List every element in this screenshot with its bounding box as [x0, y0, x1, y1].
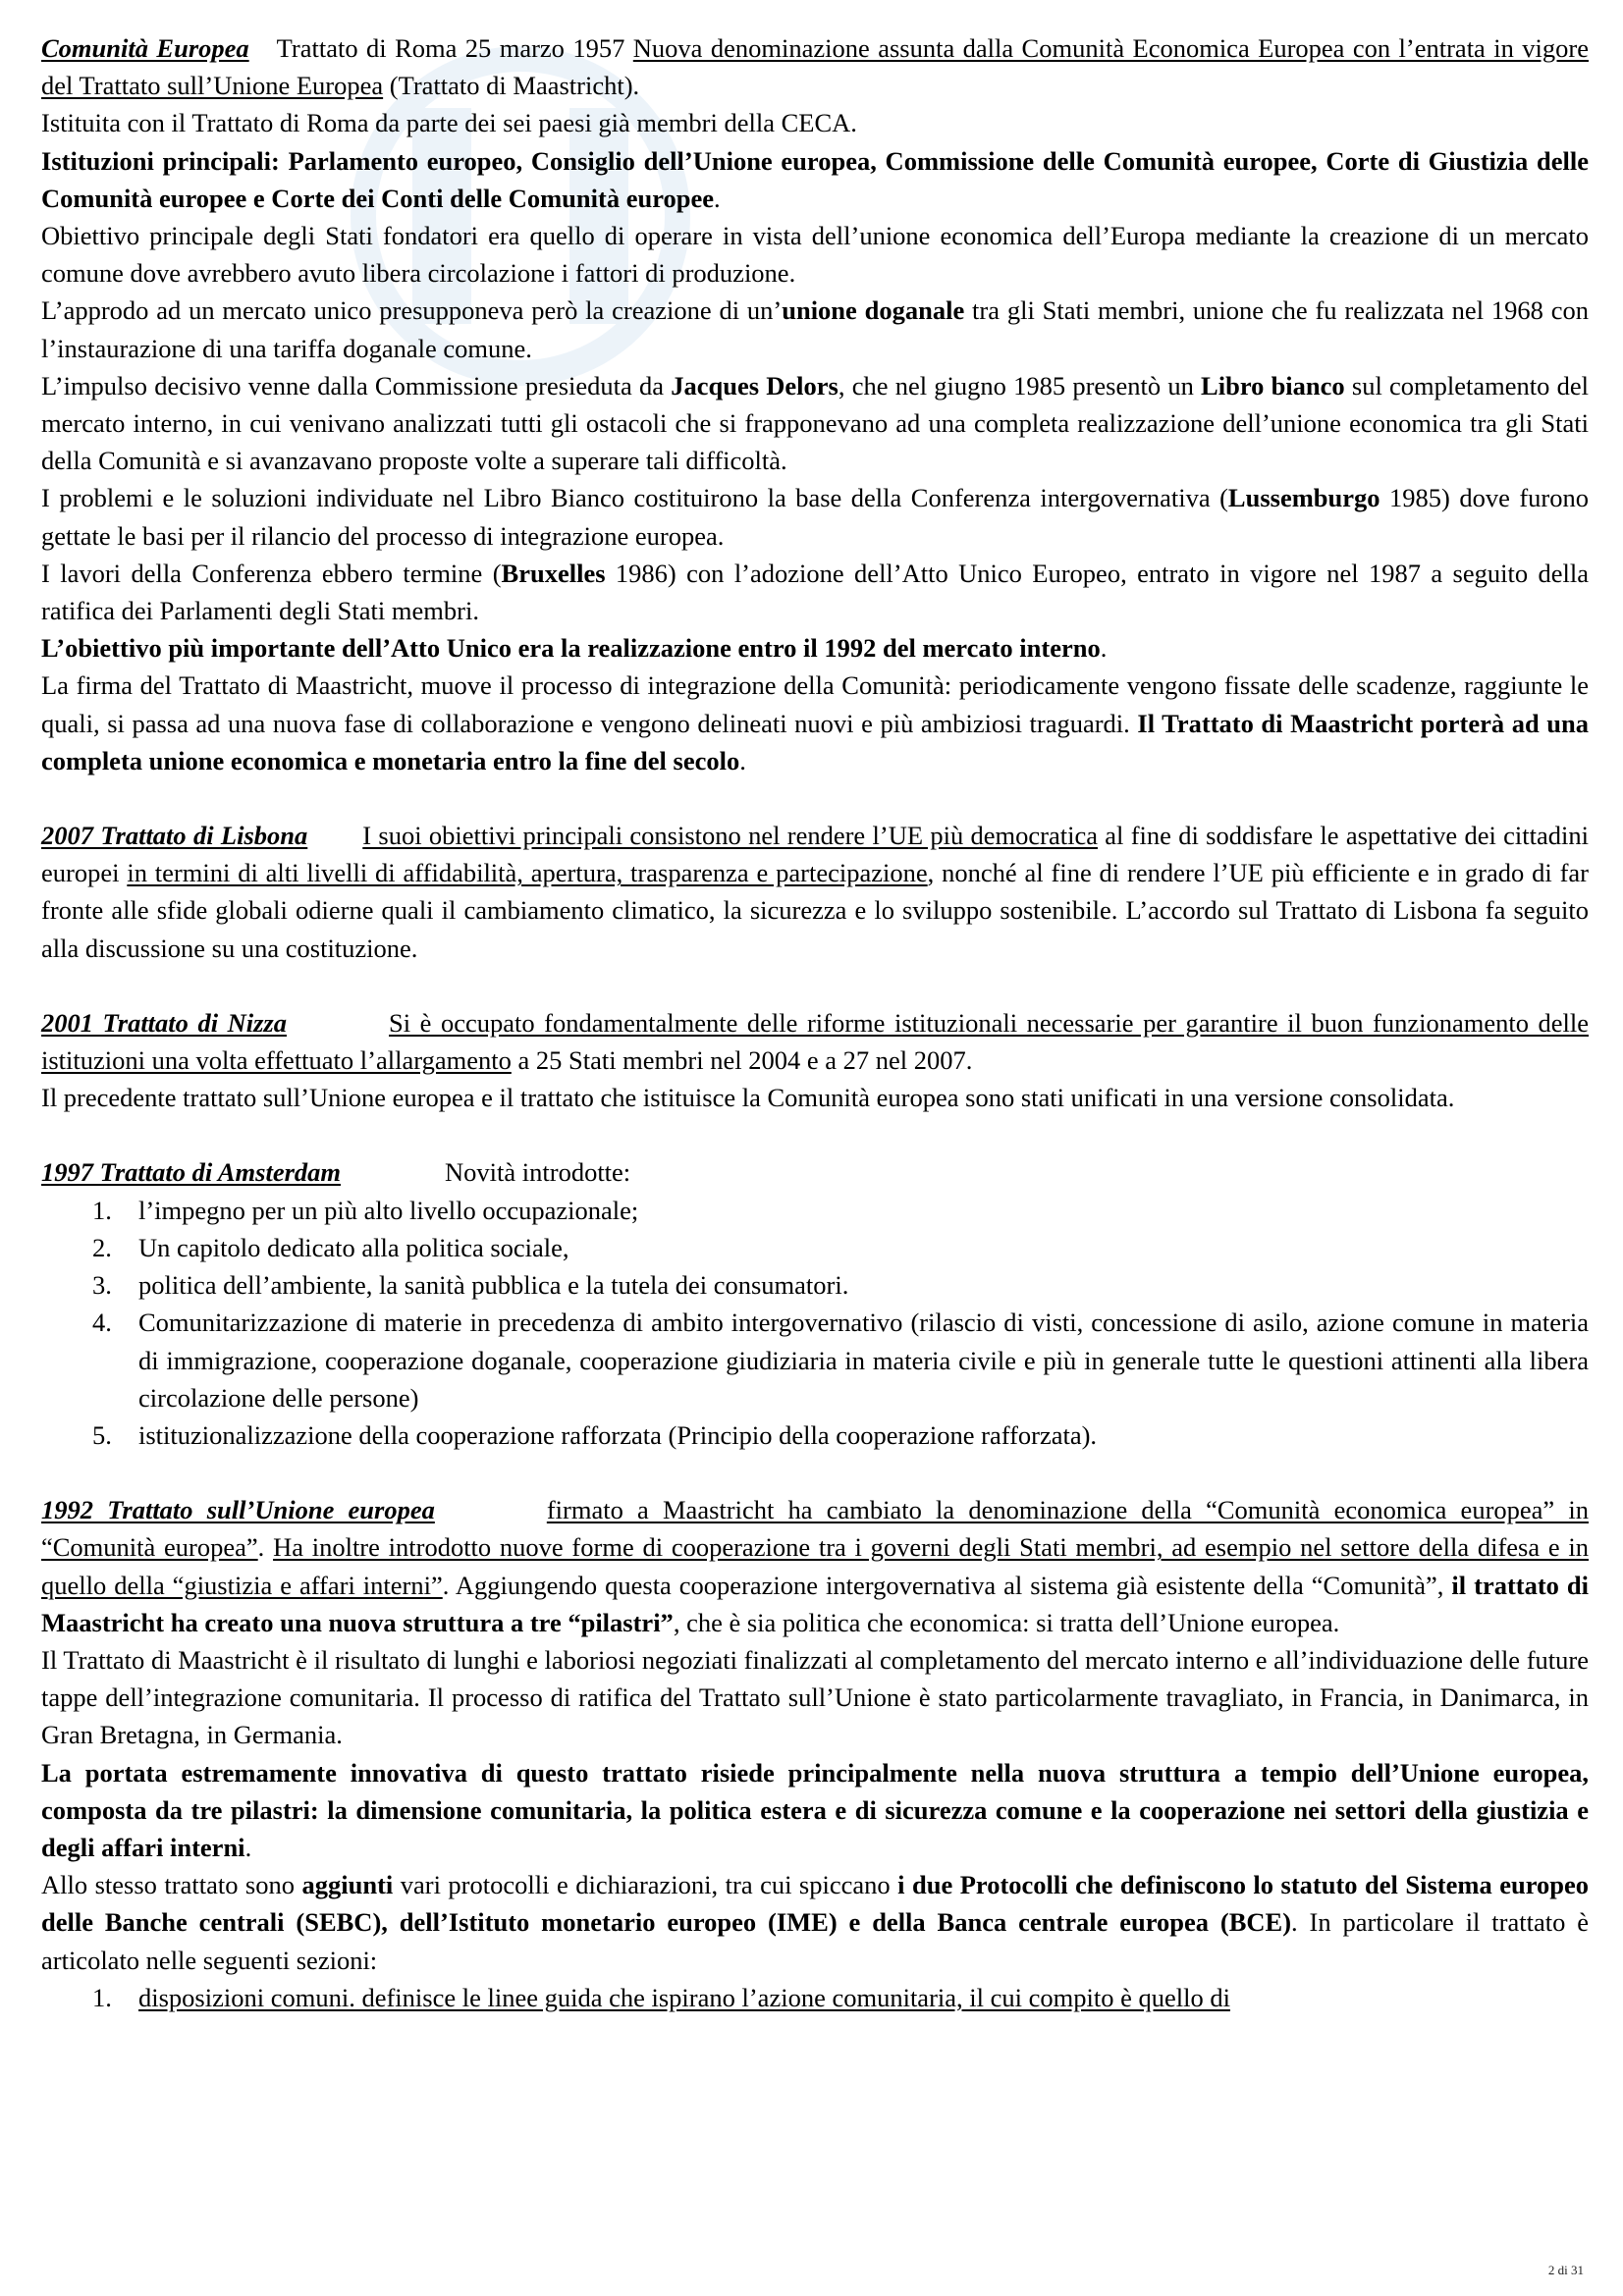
- paragraph: Obiettivo principale degli Stati fondatori era quello di operare in vista dell’unione economica dell’Europa mediante la creazione di un mercato comune dove avrebbero avuto libera circolazione i fattori di produzione.: [41, 221, 1589, 289]
- list-item: 1. l’impegno per un più alto livello occupazionale;: [92, 1195, 639, 1225]
- section-heading: 1997 Trattato di Amsterdam: [41, 1157, 342, 1188]
- paragraph: L’impulso decisivo venne dalla Commissione presieduta da Jacques Delors, che nel giugno 1985 presentò un Libro bianco sul completamento del mercato interno, in cui venivano analizzati tutti gli ostacoli che si frapponevano ad una completa realizzazione dell’unione economica tra gli Stati della Comunità e si avanzavano proposte volte a superare tali difficoltà.: [41, 370, 1589, 476]
- list-item: 4. Comunitarizzazione di materie in precedenza di ambito intergovernativo (rilascio di visti, concessione di asilo, azione comune in materia di immigrazione, cooperazione doganale, cooperazione giudiziaria in materia civile e più in generale tutte le questioni attinenti alla libera circolazione delle persone): [92, 1308, 1589, 1413]
- paragraph: 1992 Trattato sull’Unione europea firmato a Maastricht ha cambiato la denominazione della “Comunità economica europea” in “Comunità europea”. Ha inoltre introdotto nuove forme di cooperazione tra i governi degli Stati membri, ad esempio nel settore della difesa e in quello della “giustizia e affari interni”. Aggiungendo questa cooperazione intergovernativa al sistema già esistente della “Comunità”, il trattato di Maastricht ha creato una nuova struttura a tre “pilastri”, che è sia politica che economica: si tratta dell’Unione europea.: [41, 1495, 1590, 1637]
- paragraph: Comunità Europea Trattato di Roma 25 marzo 1957 Nuova denominazione assunta dalla Comunità Economica Europea con l’entrata in vigore del Trattato sull’Unione Europea (Trattato di Maastricht).: [41, 33, 1589, 101]
- paragraph: L’approdo ad un mercato unico presupponeva però la creazione di un’unione doganale tra gli Stati membri, unione che fu realizzata nel 1968 con l’instaurazione di una tariffa doganale comune.: [41, 295, 1589, 363]
- list-item: 2. Un capitolo dedicato alla politica sociale,: [92, 1232, 569, 1262]
- paragraph: 2007 Trattato di Lisbona I suoi obiettivi principali consistono nel rendere l’UE più democratica al fine di soddisfare le aspettative dei cittadini europei in termini di alti livelli di affidabilità, apertura, trasparenza e partecipazione, nonché al fine di rendere l’UE più efficiente e in grado di far fronte alle sfide globali odierne quali il cambiamento climatico, la sicurezza e lo sviluppo sostenibile. L’accordo sul Trattato di Lisbona fa seguito alla discussione su una costituzione.: [41, 821, 1589, 963]
- paragraph: La portata estremamente innovativa di questo trattato risiede principalmente nella nuova struttura a tempio dell’Unione europea, composta da tre pilastri: la dimensione comunitaria, la politica estera e di sicurezza comune e la cooperazione nei settori della giustizia e degli affari interni.: [41, 1757, 1589, 1862]
- paragraph: Il precedente trattato sull’Unione europea e il trattato che istituisce la Comunità europea sono stati unificati in una versione consolidata.: [41, 1083, 1455, 1113]
- document-page: [41, 29, 1589, 2016]
- paragraph: Istituita con il Trattato di Roma da parte dei sei paesi già membri della CECA.: [41, 108, 857, 138]
- section-heading: 2001 Trattato di Nizza: [41, 1007, 287, 1038]
- section-heading: 1992 Trattato sull’Unione europea: [41, 1495, 435, 1525]
- page-number: 2 di 31: [1547, 2263, 1584, 2277]
- paragraph: La firma del Trattato di Maastricht, muove il processo di integrazione della Comunità: periodicamente vengono fissate delle scadenze, raggiunte le quali, si passa ad una nuova fase di collaborazione e vengono delineati nuovi e più ambiziosi traguardi. Il Trattato di Maastricht porterà ad una completa unione economica e monetaria entro la fine del secolo.: [41, 670, 1590, 775]
- paragraph: Allo stesso trattato sono aggiunti vari protocolli e dichiarazioni, tra cui spiccano i due Protocolli che definiscono lo statuto del Sistema europeo delle Banche centrali (SEBC), dell’Istituto monetario europeo (IME) e della Banca centrale europea (BCE). In particolare il trattato è articolato nelle seguenti sezioni:: [41, 1870, 1590, 1975]
- list-item: 1. disposizioni comuni. definisce le linee guida che ispirano l’azione comunitaria, il cui compito è quello di: [92, 1982, 1230, 2012]
- section-heading: Comunità Europea: [41, 33, 249, 63]
- numbered-list: [41, 1979, 1589, 2016]
- paragraph: 1997 Trattato di Amsterdam Novità introdotte:: [41, 1157, 631, 1188]
- paragraph: 2001 Trattato di Nizza Si è occupato fondamentalmente delle riforme istituzionali necessarie per garantire il buon funzionamento delle istituzioni una volta effettuato l’allargamento a 25 Stati membri nel 2004 e a 27 nel 2007.: [41, 1007, 1589, 1076]
- section-heading: 2007 Trattato di Lisbona: [41, 821, 308, 851]
- paragraph: I problemi e le soluzioni individuate nel Libro Bianco costituirono la base della Conferenza intergovernativa (Lussemburgo 1985) dove furono gettate le basi per il rilancio del processo di integrazione europea.: [41, 483, 1589, 551]
- numbered-list: [41, 1192, 1589, 1454]
- list-item: 3. politica dell’ambiente, la sanità pubblica e la tutela dei consumatori.: [92, 1270, 849, 1301]
- paragraph: Il Trattato di Maastricht è il risultato di lunghi e laboriosi negoziati finalizzati al completamento del mercato interno e all’individuazione delle future tappe dell’integrazione comunitaria. Il processo di ratifica del Trattato sull’Unione è stato particolarmente travagliato, in Francia, in Danimarca, in Gran Bretagna, in Germania.: [41, 1644, 1589, 1750]
- paragraph: Istituzioni principali: Parlamento europeo, Consiglio dell’Unione europea, Commissione delle Comunità europee, Corte di Giustizia delle Comunità europee e Corte dei Conti delle Comunità europee.: [41, 145, 1589, 213]
- paragraph: L’obiettivo più importante dell’Atto Unico era la realizzazione entro il 1992 del mercato interno.: [41, 633, 1108, 664]
- list-item: 5. istituzionalizzazione della cooperazione rafforzata (Principio della cooperazione rafforzata).: [92, 1419, 1098, 1450]
- paragraph: I lavori della Conferenza ebbero termine (Bruxelles 1986) con l’adozione dell’Atto Unico Europeo, entrato in vigore nel 1987 a seguito della ratifica dei Parlamenti degli Stati membri.: [41, 558, 1589, 626]
